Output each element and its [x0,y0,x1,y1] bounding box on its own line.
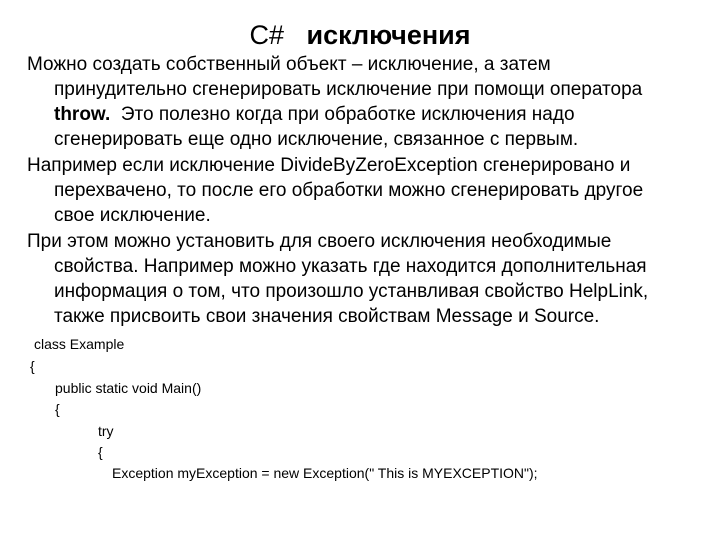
paragraph-line: информация о том, что произошло устанвливая свойство HelpLink, [54,281,649,302]
paragraph-line [27,102,697,127]
paragraph-throw [27,52,697,152]
code-line: { [30,358,35,374]
paragraph-line: перехвачено, то после его обработки можно сгенерировать другое [54,180,644,201]
paragraph-line: свойства. Например можно указать где находится дополнительная [54,256,647,277]
paragraph-text: Это полезно когда при обработке исключения надо [110,104,575,125]
code-line: { [55,401,60,417]
paragraph-line: При этом можно установить для своего исключения необходимые [27,231,612,252]
paragraph-line: Например если исключение DivideByZeroException сгенерировано и [27,155,631,176]
paragraph-line: также присвоить свои значения свойствам Message и Source. [54,306,600,327]
code-line: Exception myException = new Exception(" This is MYEXCEPTION"); [112,465,538,481]
paragraph-example [27,153,697,228]
code-line: { [98,444,103,460]
code-line: public static void Main() [55,380,202,396]
paragraph-line: принудительно сгенерировать исключение при помощи оператора [54,79,643,100]
code-line: class Example [34,336,125,352]
paragraph-properties [27,229,697,329]
paragraph-line: Можно создать собственный объект – исключение, а затем [27,54,551,75]
title-main: исключения [306,20,471,50]
throw-keyword: throw. [54,104,111,125]
title-prefix: C# [249,20,284,50]
code-line: try [98,423,114,439]
paragraph-line: свое исключение. [54,205,211,226]
paragraph-line: сгенерировать еще одно исключение, связанное с первым. [54,129,579,150]
slide-title [0,18,720,52]
